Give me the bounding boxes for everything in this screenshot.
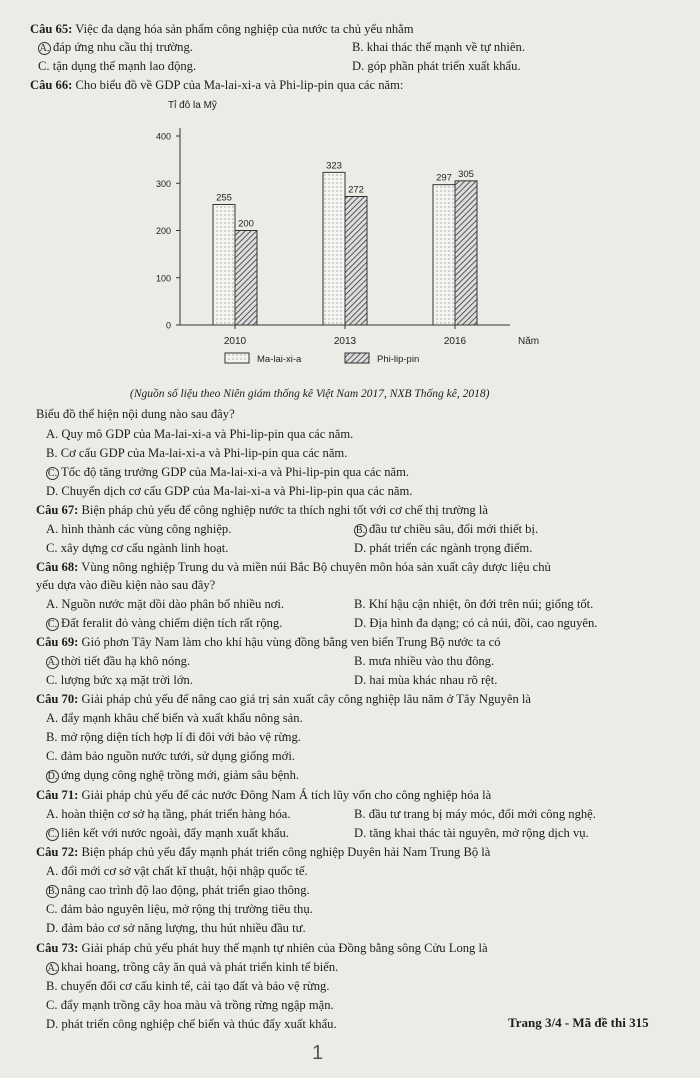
q73-option-c: C. đẩy mạnh trồng cây hoa màu và trồng rừng ngập mặn. [46, 998, 334, 1012]
q68-option-c: C. Đất feralit đỏ vàng chiếm diện tích rất rộng. [47, 616, 283, 630]
question-68: Câu 68: Vùng nông nghiệp Trung du và miền núi Bắc Bộ chuyên môn hóa sản xuất cây dược liệu chủ [36, 560, 551, 574]
question-72: Câu 72: Biện pháp chủ yếu đẩy mạnh phát triển công nghiệp Duyên hải Nam Trung Bộ là [36, 845, 491, 859]
y-tick-label: 300 [155, 178, 171, 189]
q65-option-b: B. khai thác thế mạnh về tự nhiên. [352, 40, 525, 54]
q68-option-d: D. Địa hình đa dạng; có cả núi, đồi, cao nguyên. [354, 616, 598, 630]
y-axis-title: Tỉ đô la Mỹ [168, 100, 217, 111]
bar-malaysia [433, 185, 455, 325]
gdp-bar-chart [140, 98, 560, 383]
question-66: Câu 66: Cho biểu đồ về GDP của Ma-lai-xi-a và Phi-lip-pin qua các năm: [30, 78, 404, 92]
x-tick-label: 2010 [223, 336, 247, 347]
question-68-cont: yếu dựa vào điều kiện nào sau đây? [36, 578, 216, 592]
q71-option-c: C. liên kết với nước ngoài, đẩy mạnh xuất khẩu. [47, 826, 289, 840]
q65-option-a: A. đáp ứng nhu cầu thị trường. [39, 40, 193, 54]
legend-label: Ma-lai-xi-a [257, 354, 302, 365]
q72-option-b: B. nâng cao trình độ lao động, phát triển giao thông. [47, 883, 310, 897]
question-65: Câu 65: Việc đa dạng hóa sản phẩm công nghiệp của nước ta chủ yếu nhằm [30, 22, 414, 36]
q66-option-b: B. Cơ cấu GDP của Ma-lai-xi-a và Phi-lip-pin qua các năm. [46, 446, 348, 460]
bar-value-label: 272 [348, 184, 364, 196]
q68-option-b: B. Khí hậu cận nhiệt, ôn đới trên núi; giống tốt. [354, 597, 594, 611]
q66-option-a: A. Quy mô GDP của Ma-lai-xi-a và Phi-lip-pin qua các năm. [46, 427, 354, 441]
legend-swatch [225, 353, 249, 363]
q70-option-b: B. mở rộng diện tích hợp lí đi đôi với bảo vệ rừng. [46, 730, 301, 744]
y-tick-label: 200 [155, 226, 171, 236]
q71-option-d: D. tăng khai thác tài nguyên, mở rộng dịch vụ. [354, 826, 589, 840]
q72-option-c: C. đảm bảo nguyên liệu, mở rộng thị trường tiêu thụ. [46, 902, 313, 916]
q73-option-d: D. phát triển công nghiệp chế biến và thúc đẩy xuất khẩu. [46, 1017, 337, 1031]
bar-value-label: 305 [458, 168, 474, 180]
q67-option-d: D. phát triển các ngành trọng điểm. [354, 541, 533, 555]
q70-option-d: D. ứng dụng công nghệ trồng mới, giảm sâu bệnh. [47, 768, 300, 782]
q69-option-c: C. lượng bức xạ mặt trời lớn. [46, 673, 193, 687]
bar-philippines [455, 181, 477, 325]
bar-value-label: 323 [326, 160, 342, 172]
bar-philippines [345, 196, 367, 325]
q73-option-a: A. khai hoang, trồng cây ăn quả và phát triển kinh tế biển. [47, 960, 339, 974]
bar-value-label: 200 [238, 218, 254, 230]
q66-option-c: C. Tốc độ tăng trưởng GDP của Ma-lai-xi-a và Phi-lip-pin qua các năm. [47, 465, 410, 479]
q67-option-b: B. đầu tư chiều sâu, đổi mới thiết bị. [355, 522, 539, 536]
bar-malaysia [213, 205, 235, 325]
question-69: Câu 69: Gió phơn Tây Nam làm cho khí hậu vùng đồng bằng ven biển Trung Bộ nước ta có [36, 635, 501, 649]
chart-svg [140, 98, 560, 383]
bar-value-label: 297 [436, 172, 452, 184]
q70-option-c: C. đảm bảo nguồn nước tưới, sử dụng giống mới. [46, 749, 295, 763]
bar-value-label: 255 [216, 192, 232, 204]
q65-option-d: D. góp phần phát triển xuất khẩu. [352, 59, 521, 73]
bar-malaysia [323, 172, 345, 325]
q72-option-a: A. đổi mới cơ sở vật chất kĩ thuật, hội nhập quốc tế. [46, 864, 308, 878]
question-70: Câu 70: Giải pháp chủ yếu để nâng cao giá trị sản xuất cây công nghiệp lâu năm ở Tây Nguyên là [36, 692, 532, 706]
bar-philippines [235, 231, 257, 326]
q66-ask: Biểu đồ thể hiện nội dung nào sau đây? [36, 407, 235, 421]
q67-option-c: C. xây dựng cơ cấu ngành linh hoạt. [46, 541, 229, 555]
q66-option-d: D. Chuyển dịch cơ cấu GDP của Ma-lai-xi-a và Phi-lip-pin qua các năm. [46, 484, 413, 498]
q71-option-a: A. hoàn thiện cơ sở hạ tầng, phát triển hàng hóa. [46, 807, 291, 821]
chart-source-note: (Nguồn số liệu theo Niên giám thống kê Việt Nam 2017, NXB Thống kê, 2018) [130, 388, 490, 400]
page-footer: Trang 3/4 - Mã đề thi 315 [508, 1015, 649, 1030]
y-tick-label: 400 [155, 131, 171, 142]
x-axis-title: Năm [518, 336, 540, 347]
question-67: Câu 67: Biện pháp chủ yếu để công nghiệp nước ta thích nghi tốt với cơ chế thị trường là [36, 503, 488, 517]
page-mark: 1 [312, 1042, 324, 1064]
q69-option-b: B. mưa nhiều vào thu đông. [354, 654, 495, 668]
legend-label: Phi-lip-pin [377, 354, 420, 365]
q69-option-d: D. hai mùa khác nhau rõ rệt. [354, 673, 498, 687]
q69-option-a: A. thời tiết đầu hạ khô nóng. [47, 654, 191, 668]
y-tick-label: 0 [165, 320, 171, 331]
question-71: Câu 71: Giải pháp chủ yếu để các nước Đông Nam Á tích lũy vốn cho công nghiệp hóa là [36, 788, 492, 802]
q65-option-c: C. tận dụng thế mạnh lao động. [38, 59, 197, 73]
legend-swatch [345, 353, 369, 363]
q67-option-a: A. hình thành các vùng công nghiệp. [46, 522, 232, 536]
x-tick-label: 2016 [443, 336, 467, 347]
q70-option-a: A. đẩy mạnh khâu chế biến và xuất khẩu nông sản. [46, 711, 303, 725]
q73-option-b: B. chuyển đổi cơ cấu kinh tế, cải tạo đất và bảo vệ rừng. [46, 979, 330, 993]
q72-option-d: D. đảm bảo cơ sở năng lượng, thu hút nhiều đầu tư. [46, 921, 306, 935]
q68-option-a: A. Nguồn nước mặt dồi dào phân bố nhiều nơi. [46, 597, 285, 611]
y-tick-label: 100 [155, 273, 171, 284]
x-tick-label: 2013 [333, 336, 357, 347]
question-73: Câu 73: Giải pháp chủ yếu phát huy thế mạnh tự nhiên của Đồng bằng sông Cửu Long là [36, 941, 488, 955]
q71-option-b: B. đầu tư trang bị máy móc, đổi mới công nghệ. [354, 807, 596, 821]
